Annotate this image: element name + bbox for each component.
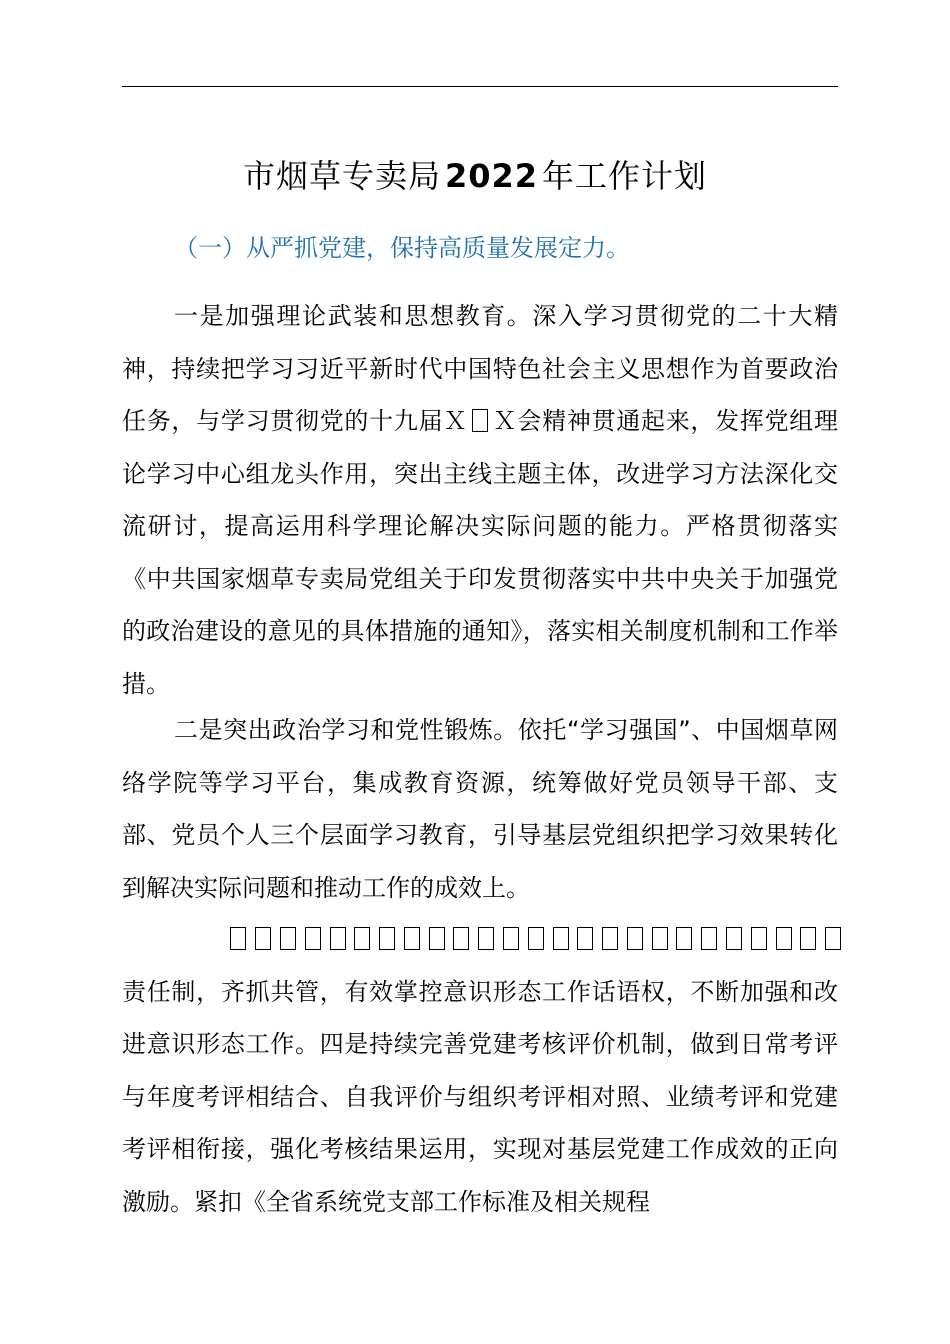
paragraph-ideology-work xyxy=(122,913,838,1228)
missing-glyph-box xyxy=(230,927,246,950)
missing-glyph-box xyxy=(825,927,841,950)
missing-glyph-box xyxy=(379,927,395,950)
missing-glyph-box xyxy=(453,927,469,950)
missing-glyph-box xyxy=(776,927,792,950)
paragraph-3-text: 责任制，齐抓共管，有效掌控意识形态工作话语权，不断加强和改进意识形态工作。四是持续完善党建考核评价机制，做到日常考评与年度考评相结合、自我评价与组织考评相对照、业绩考评和党建考评相衔接，强化考核结果运用，实现对基层党建工作成效的正向激励。紧扣《全省系统党支部工作标准及相关规程 xyxy=(122,977,838,1216)
title-suffix: 年工作计划 xyxy=(542,157,708,195)
missing-glyph-box xyxy=(652,927,668,950)
missing-glyph-box xyxy=(280,927,296,950)
paragraph-theory-study xyxy=(122,290,838,710)
missing-glyph-box xyxy=(404,927,420,950)
missing-glyph-box xyxy=(800,927,816,950)
missing-glyph-box xyxy=(726,927,742,950)
missing-glyph-box xyxy=(255,927,271,950)
paragraph-1-part-b: Ｘ会精神贯通起来，发挥党组理论学习中心组龙头作用，突出主线主题主体，改进学习方法深化交流研讨，提高运用科学理论解决实际问题的能力。严格贯彻落实《中共国家烟草专卖局党组关于印发贯彻落实中共中央关于加强党的政治建设的意见的具体措施的通知》，落实相关制度机制和工作举措。 xyxy=(122,407,838,698)
missing-glyph-box xyxy=(577,927,593,950)
missing-glyph-box xyxy=(751,927,767,950)
title-year: 2022 xyxy=(444,157,539,195)
document-title xyxy=(0,150,950,202)
missing-glyph-box xyxy=(528,927,544,950)
title-prefix: 市烟草专卖局 xyxy=(242,157,441,195)
missing-glyph-box xyxy=(701,927,717,950)
missing-glyph-box xyxy=(676,927,692,950)
missing-glyph-box xyxy=(472,409,488,432)
missing-glyph-box xyxy=(478,927,494,950)
missing-glyph-box xyxy=(354,927,370,950)
header-rule xyxy=(122,86,838,87)
missing-glyph-box xyxy=(602,927,618,950)
missing-glyph-box xyxy=(429,927,445,950)
missing-glyph-box xyxy=(503,927,519,950)
missing-glyph-box xyxy=(330,927,346,950)
missing-glyph-box xyxy=(553,927,569,950)
section-heading: （一）从严抓党建，保持高质量发展定力。 xyxy=(174,234,630,262)
paragraph-political-study: 二是突出政治学习和党性锻炼。依托“学习强国”、中国烟草网络学院等学习平台，集成教育资源，统筹做好党员领导干部、支部、党员个人三个层面学习教育，引导基层党组织把学习效果转化到解决实际问题和推动工作的成效上。 xyxy=(122,716,838,902)
missing-glyph-box xyxy=(305,927,321,950)
missing-glyph-run xyxy=(174,913,846,966)
paragraph-1-part-a: 一是加强理论武装和思想教育。深入学习贯彻党的二十大精神，持续把学习习近平新时代中国特色社会主义思想作为首要政治任务，与学习贯彻党的十九届Ｘ xyxy=(122,302,838,435)
missing-glyph-box xyxy=(627,927,643,950)
